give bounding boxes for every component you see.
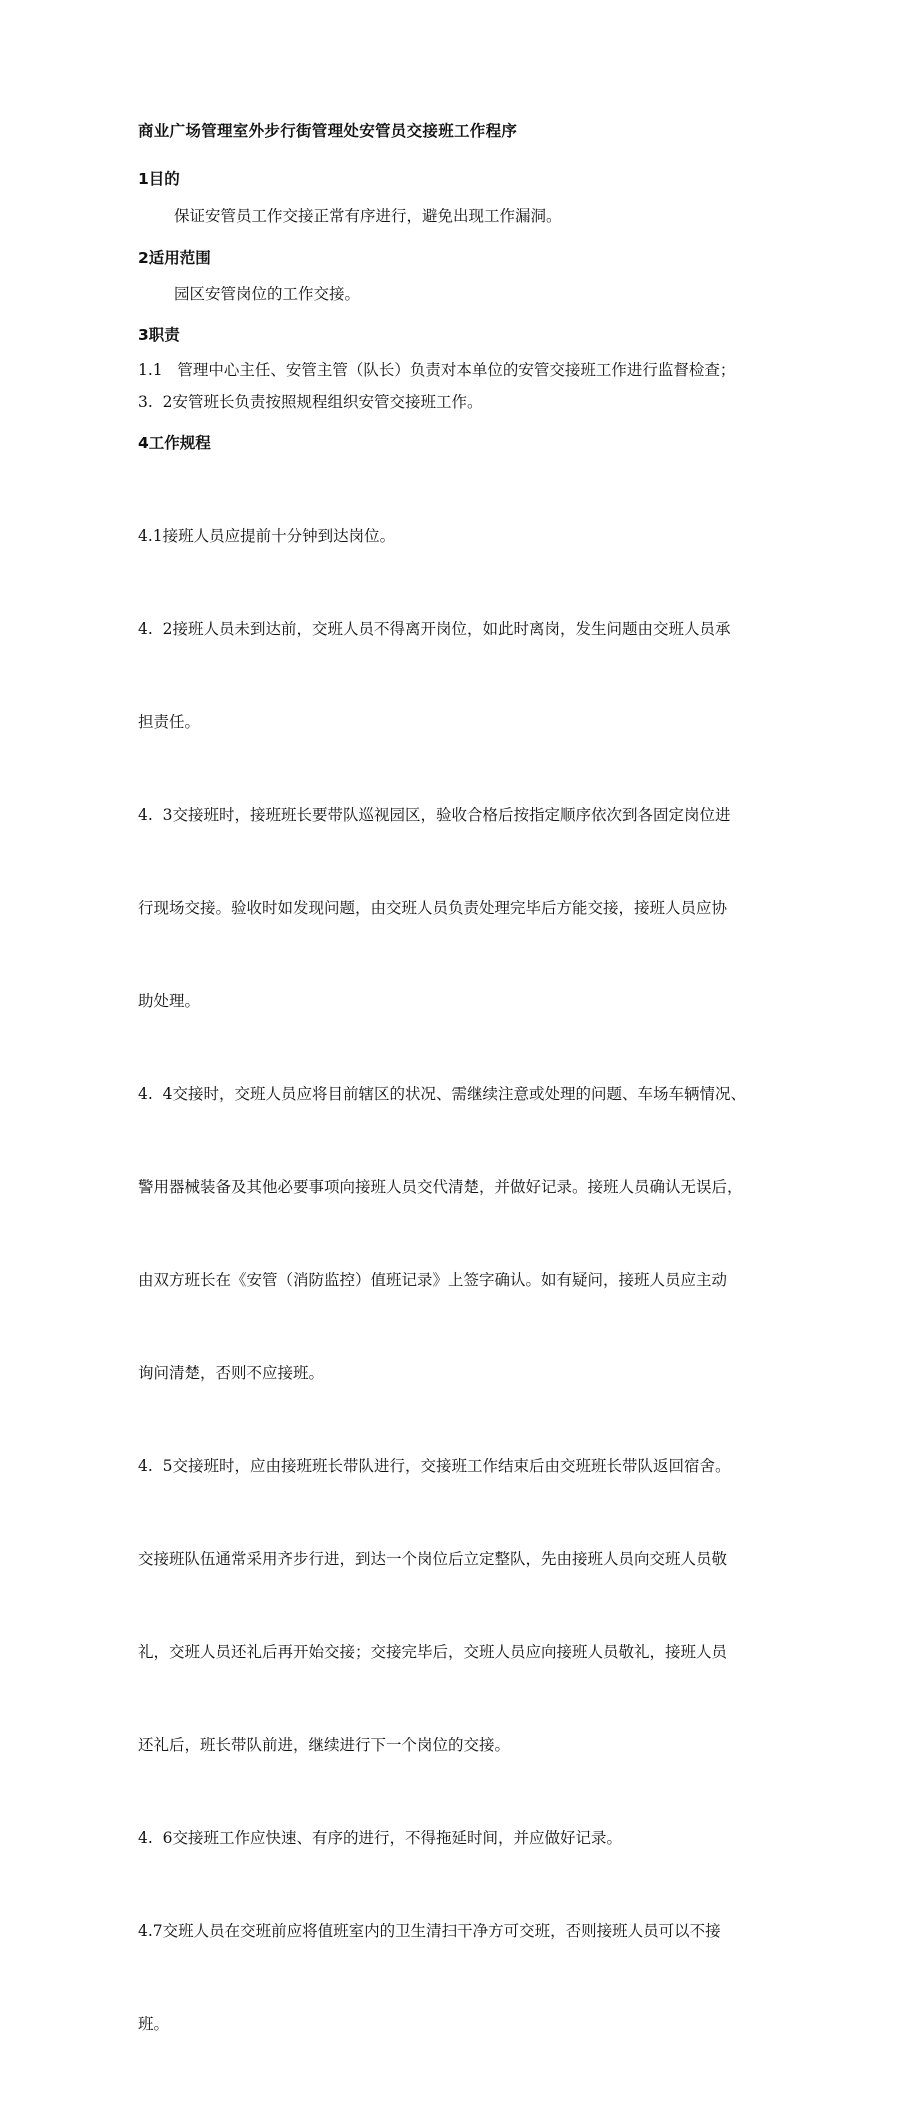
procedure-line: 询问清楚，否则不应接班。	[138, 1364, 325, 1382]
purpose-paragraph: 保证安管员工作交接正常有序进行，避免出现工作漏洞。	[174, 207, 562, 225]
procedure-line: 4. 5交接班时，应由接班班长带队进行，交接班工作结束后由交班班长带队返回宿舍。	[138, 1457, 731, 1475]
procedure-line: 4. 2接班人员未到达前，交班人员不得离开岗位，如此时离岗，发生问题由交班人员承	[138, 620, 731, 638]
section-heading-scope: 2适用范围	[138, 249, 211, 267]
procedure-line: 4. 6交接班工作应快速、有序的进行，不得拖延时间，并应做好记录。	[138, 1829, 623, 1847]
procedure-line: 班。	[138, 2015, 170, 2033]
procedure-line: 礼，交班人员还礼后再开始交接；交接完毕后，交班人员应向接班人员敬礼，接班人员	[138, 1643, 728, 1661]
procedure-line: 交接班队伍通常采用齐步行进，到达一个岗位后立定整队，先由接班人员向交班人员敬	[138, 1550, 728, 1568]
procedure-line: 4.1接班人员应提前十分钟到达岗位。	[138, 527, 396, 545]
procedure-line: 行现场交接。验收时如发现问题，由交班人员负责处理完毕后方能交接，接班人员应协	[138, 899, 728, 917]
procedure-line: 警用器械装备及其他必要事项向接班人员交代清楚，并做好记录。接班人员确认无误后，	[138, 1178, 743, 1196]
responsibility-item: 1.1 管理中心主任、安管主管（队长）负责对本单位的安管交接班工作进行监督检查；	[138, 361, 736, 379]
document-title: 商业广场管理室外步行街管理处安管员交接班工作程序	[138, 122, 518, 140]
procedure-line: 4. 4交接时，交班人员应将目前辖区的状况、需继续注意或处理的问题、车场车辆情况、	[138, 1085, 747, 1103]
procedure-line: 4.7交班人员在交班前应将值班室内的卫生清扫干净方可交班，否则接班人员可以不接	[138, 1922, 721, 1940]
section-heading-purpose: 1目的	[138, 170, 180, 188]
procedure-list	[138, 459, 746, 2102]
procedure-line: 担责任。	[138, 713, 201, 731]
procedure-line: 4. 3交接班时，接班班长要带队巡视园区，验收合格后按指定顺序依次到各固定岗位进	[138, 806, 731, 824]
procedure-line: 助处理。	[138, 992, 201, 1010]
section-heading-responsibilities: 3职责	[138, 326, 180, 344]
scope-paragraph: 园区安管岗位的工作交接。	[174, 285, 361, 303]
procedure-line: 由双方班长在《安管（消防监控）值班记录》上签字确认。如有疑问，接班人员应主动	[138, 1271, 728, 1289]
section-heading-procedures: 4工作规程	[138, 434, 211, 452]
procedure-line: 还礼后，班长带队前进，继续进行下一个岗位的交接。	[138, 1736, 511, 1754]
responsibility-item: 3. 2安管班长负责按照规程组织安管交接班工作。	[138, 393, 483, 411]
